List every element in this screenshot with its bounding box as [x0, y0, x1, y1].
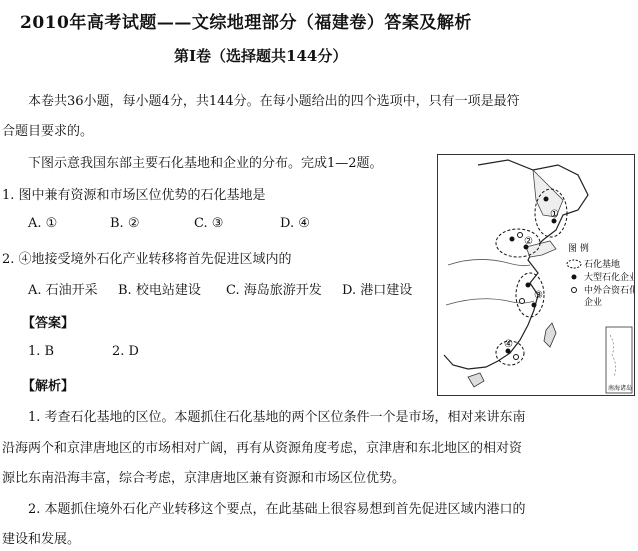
q1-option-b: B. ②	[110, 216, 140, 231]
enterprise-marker	[544, 197, 549, 202]
south-sea-inset	[606, 327, 632, 393]
jv-enterprise-marker	[518, 233, 523, 238]
legend-enterprise-symbol	[572, 275, 577, 280]
answer-1: 1. B	[28, 344, 55, 359]
analysis-line-4: 2. 本题抓住境外石化产业转移这个要点，在此基础上很容易想到首先促进区域内港口的	[28, 502, 526, 517]
legend-jv-symbol	[572, 288, 577, 293]
question-2-stem: 2. ④地接受境外石化产业转移将首先促进区域内的	[2, 252, 292, 267]
analysis-line-3: 源比东南沿海丰富，综合考虑，京津唐地区兼有资源和市场区位优势。	[2, 471, 406, 486]
taiwan-island	[544, 323, 556, 347]
question-1-stem: 1. 图中兼有资源和市场区位优势的石化基地是	[2, 188, 266, 203]
section-title: 第Ⅰ卷（选择题共144分）	[174, 47, 348, 65]
east-china-map	[438, 155, 634, 395]
enterprise-marker	[510, 237, 515, 242]
intro-line-2: 合题目要求的。	[2, 124, 94, 139]
base-label-2: ②	[524, 236, 533, 247]
answer-header: 【答案】	[22, 316, 75, 331]
map-figure	[437, 154, 635, 396]
inset-label: 南海诸岛	[608, 385, 633, 392]
answer-2: 2. D	[112, 344, 139, 359]
base-label-4: ④	[504, 339, 513, 350]
legend-base: 石化基地	[584, 260, 621, 270]
legend-jv-cont: 企业	[584, 298, 603, 308]
q2-option-c: C. 海岛旅游开发	[226, 283, 322, 298]
analysis-line-2: 沿海两个和京津唐地区的市场相对广阔，再有从资源角度考虑，京津唐和东北地区的相对资	[2, 441, 523, 456]
intro-line-1: 本卷共36小题，每小题4分，共144分。在每小题给出的四个选项中，只有一项是最符	[28, 94, 520, 109]
paper-title: 2010年高考试题——文综地理部分（福建卷）答案及解析	[20, 13, 472, 33]
q2-option-a: A. 石油开采	[28, 283, 98, 298]
analysis-header: 【解析】	[22, 379, 75, 394]
legend-enterprise: 大型石化企业	[584, 273, 634, 283]
enterprise-marker	[532, 303, 537, 308]
q1-option-c: C. ③	[194, 216, 224, 231]
enterprise-marker	[526, 283, 531, 288]
yellow-river	[448, 259, 530, 265]
jv-enterprise-marker	[520, 299, 525, 304]
q2-option-d: D. 港口建设	[342, 283, 413, 298]
q1-option-d: D. ④	[280, 216, 310, 231]
q1-option-a: A. ①	[28, 216, 58, 231]
jv-enterprise-marker	[514, 355, 519, 360]
legend-title: 图 例	[568, 244, 589, 254]
q2-option-b: B. 校电站建设	[118, 283, 201, 298]
map-intro: 下图示意我国东部主要石化基地和企业的分布。完成1—2题。	[28, 156, 383, 171]
base-label-3: ③	[534, 290, 543, 301]
legend-jv: 中外合资石化	[584, 286, 634, 296]
base-label-1: ①	[550, 209, 559, 220]
legend-base-symbol	[567, 260, 581, 268]
analysis-line-5: 建设和发展。	[2, 532, 81, 547]
analysis-line-1: 1. 考查石化基地的区位。本题抓住石化基地的两个区位条件一个是市场，相对来讲东南	[28, 410, 526, 425]
hainan-island	[468, 373, 484, 387]
